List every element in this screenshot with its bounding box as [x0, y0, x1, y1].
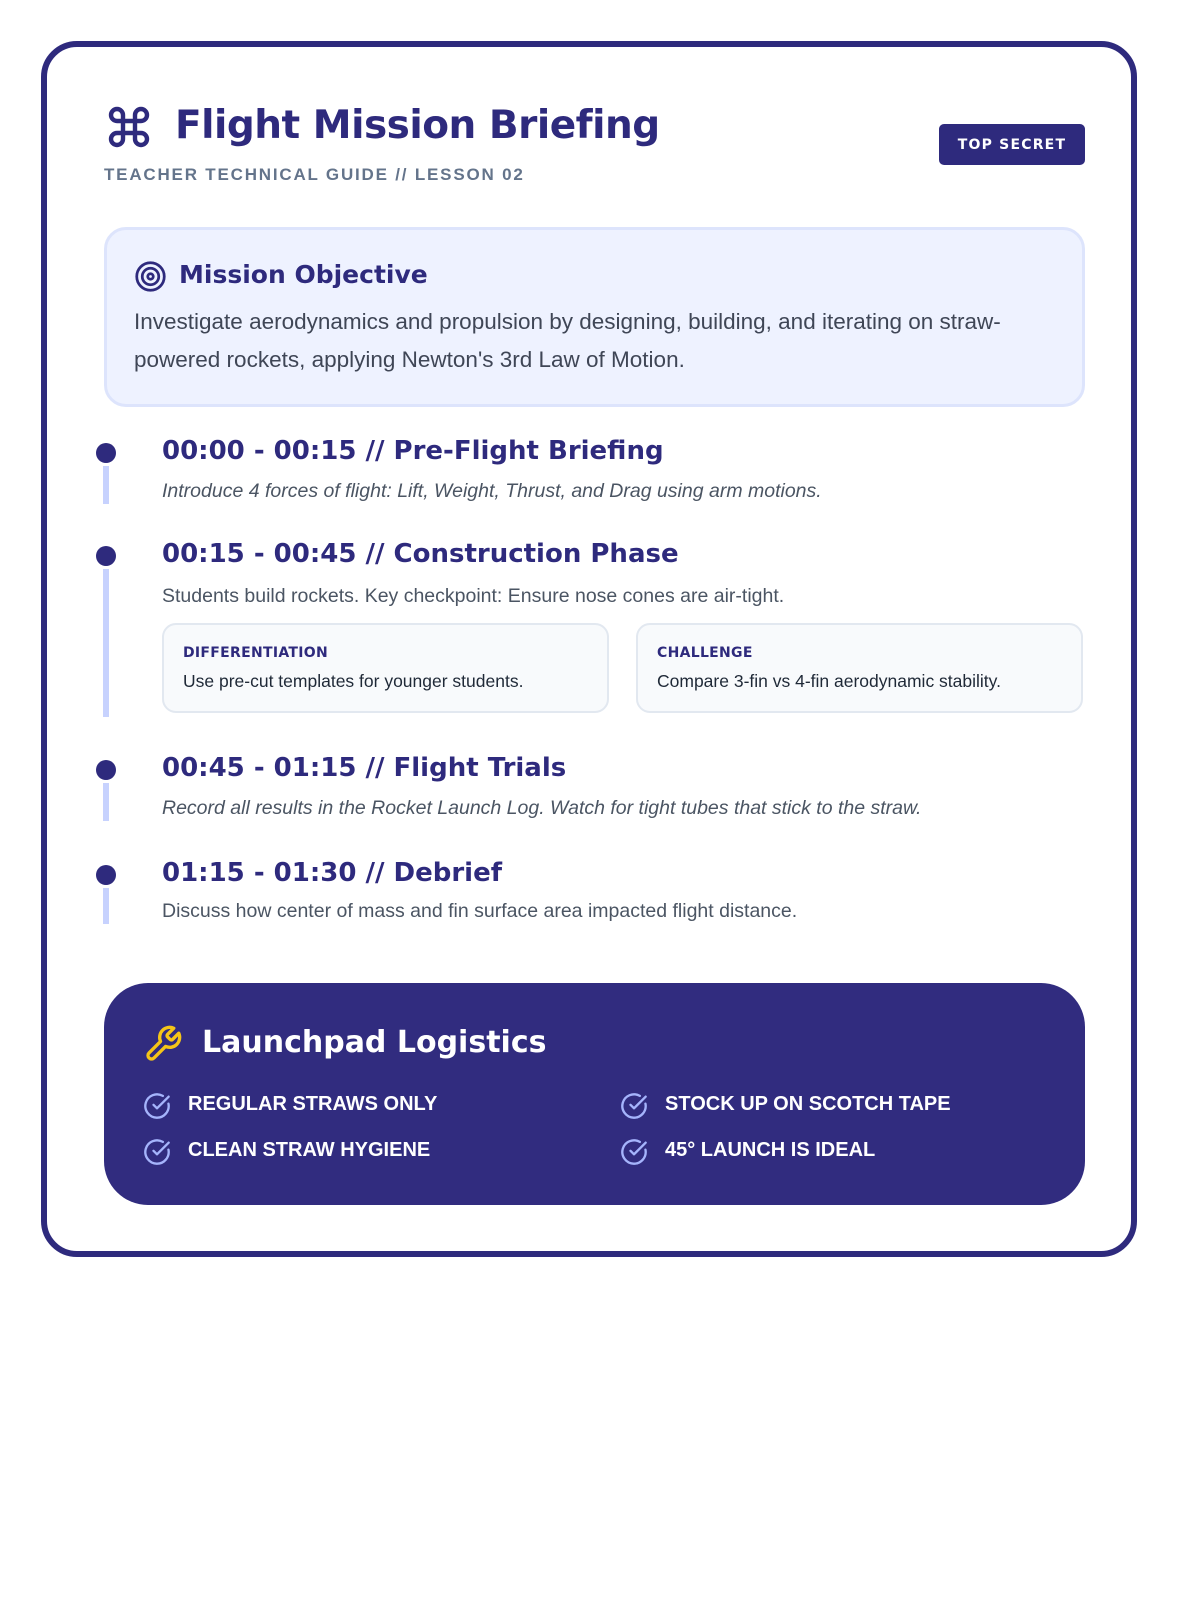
timeline-line	[103, 888, 109, 924]
target-icon	[134, 260, 167, 293]
timeline-line	[103, 569, 109, 717]
logistics-title: Launchpad Logistics	[202, 1025, 547, 1060]
check-circle-icon	[143, 1092, 171, 1120]
timeline-time: 00:00 - 00:15 // Pre-Flight Briefing	[162, 436, 664, 466]
wrench-icon	[143, 1024, 183, 1064]
timeline-time: 00:45 - 01:15 // Flight Trials	[162, 753, 567, 783]
differentiation-note	[162, 623, 609, 713]
mission-objective-panel	[104, 227, 1085, 407]
page-title: Flight Mission Briefing	[175, 103, 660, 148]
challenge-note	[636, 623, 1083, 713]
timeline-time: 01:15 - 01:30 // Debrief	[162, 858, 503, 888]
timeline-line	[103, 466, 109, 504]
note-text: Use pre-cut templates for younger students.	[183, 671, 524, 691]
timeline-item	[91, 753, 1091, 833]
logistics-item-label: STOCK UP ON SCOTCH TAPE	[665, 1093, 951, 1115]
logistics-item-label: 45° LAUNCH IS IDEAL	[665, 1139, 876, 1161]
check-circle-icon	[620, 1138, 648, 1166]
top-secret-badge: TOP SECRET	[939, 124, 1085, 165]
timeline-time: 00:15 - 00:45 // Construction Phase	[162, 539, 679, 569]
logistics-item-label: REGULAR STRAWS ONLY	[188, 1093, 438, 1115]
page-subtitle: TEACHER TECHNICAL GUIDE // LESSON 02	[104, 165, 525, 184]
timeline-line	[103, 783, 109, 821]
timeline-item	[91, 858, 1091, 938]
timeline-description: Discuss how center of mass and fin surface area impacted flight distance.	[162, 900, 798, 922]
command-icon	[105, 103, 153, 151]
check-circle-icon	[620, 1092, 648, 1120]
timeline-item	[91, 436, 1091, 516]
timeline-description: Students build rockets. Key checkpoint: Ensure nose cones are air-tight.	[162, 585, 785, 607]
timeline-description: Introduce 4 forces of flight: Lift, Weight, Thrust, and Drag using arm motions.	[162, 480, 822, 502]
logistics-item-label: CLEAN STRAW HYGIENE	[188, 1139, 431, 1161]
note-label: CHALLENGE	[657, 645, 753, 661]
launchpad-logistics-panel	[104, 983, 1085, 1205]
timeline-dot	[96, 760, 116, 780]
timeline-description: Record all results in the Rocket Launch Log. Watch for tight tubes that stick to the straw.	[162, 797, 922, 819]
briefing-card	[41, 41, 1137, 1257]
check-circle-icon	[143, 1138, 171, 1166]
timeline-dot	[96, 443, 116, 463]
note-label: DIFFERENTIATION	[183, 645, 328, 661]
objective-text: Investigate aerodynamics and propulsion by designing, building, and iterating on straw-powered rockets, applying Newton's 3rd Law of Motion.	[134, 309, 1001, 372]
timeline-dot	[96, 546, 116, 566]
note-text: Compare 3-fin vs 4-fin aerodynamic stability.	[657, 671, 1001, 691]
objective-title: Mission Objective	[179, 260, 428, 289]
timeline-item	[91, 539, 1091, 729]
timeline-dot	[96, 865, 116, 885]
